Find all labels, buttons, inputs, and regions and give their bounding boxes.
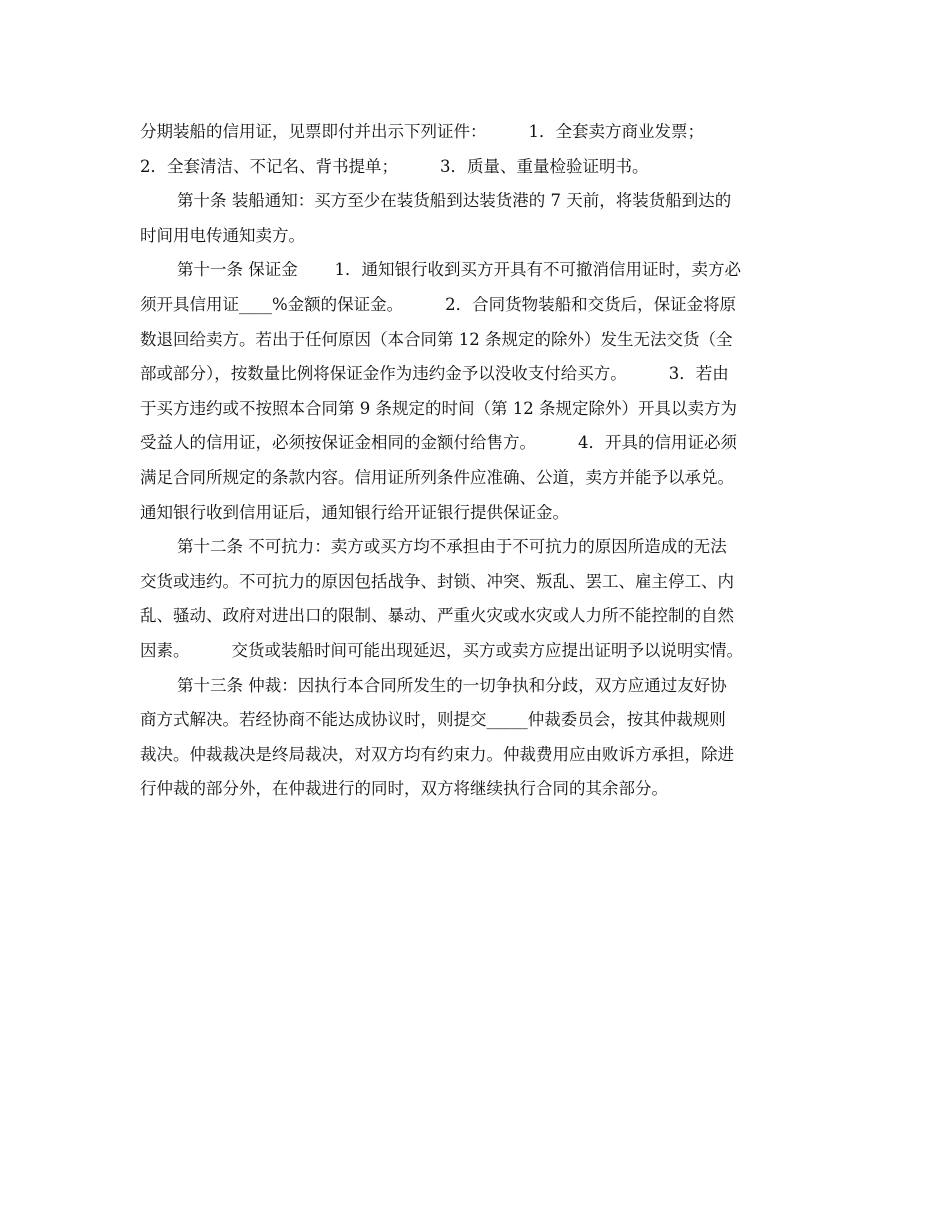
text-line: 受益人的信用证，必须按保证金相同的金额付给售方。 4．开具的信用证必须: [140, 433, 737, 453]
text-line: 满足合同所规定的条款内容。信用证所列条件应准确、公道，卖方并能予以承兑。: [140, 467, 734, 487]
text-line: 因素。 交货或装船时间可能出现延迟，买方或卖方应提出证明予以说明实情。: [140, 640, 743, 660]
clause-13-heading-line: 第十三条 仲裁：因执行本合同所发生的一切争执和分歧，双方应通过友好协: [177, 675, 727, 695]
text-line: 于买方违约或不按照本合同第 9 条规定的时间（第 12 条规定除外）开具以卖方为: [140, 398, 737, 418]
text-line: 须开具信用证____%金额的保证金。 2．合同货物装船和交货后，保证金将原: [140, 294, 737, 314]
text-line: 商方式解决。若经协商不能达成协议时，则提交_____仲裁委员会，按其仲裁规则: [140, 710, 726, 730]
text-line: 交货或违约。不可抗力的原因包括战争、封锁、冲突、叛乱、罢工、雇主停工、内: [140, 571, 734, 591]
text-line: 裁决。仲裁裁决是终局裁决，对双方均有约束力。仲裁费用应由败诉方承担，除进: [140, 744, 734, 764]
text-line: 数退回给卖方。若出于任何原因（本合同第 12 条规定的除外）发生无法交货（全: [140, 329, 733, 349]
text-line: 分期装船的信用证，见票即付并出示下列证件： 1．全套卖方商业发票；: [140, 122, 704, 141]
contract-body: [140, 115, 812, 807]
clause-10-heading-line: 第十条 装船通知：买方至少在装货船到达装货港的 7 天前，将装货船到达的: [177, 191, 732, 211]
text-line: 2．全套清洁、不记名、背书提单； 3．质量、重量检验证明书。: [140, 156, 649, 176]
clause-12-heading-line: 第十二条 不可抗力：卖方或买方均不承担由于不可抗力的原因所造成的无法: [177, 537, 727, 557]
text-line: 时间用电传通知卖方。: [140, 225, 305, 245]
text-line: 部或部分），按数量比例将保证金作为违约金予以没收支付给买方。 3．若由: [140, 364, 729, 384]
text-line: 乱、骚动、政府对进出口的限制、暴动、严重火灾或水灾或人力所不能控制的自然: [140, 606, 734, 626]
text-line: 通知银行收到信用证后，通知银行给开证银行提供保证金。: [140, 502, 569, 522]
clause-11-heading-line: 第十一条 保证金 1．通知银行收到买方开具有不可撤消信用证时，卖方必: [177, 260, 741, 280]
text-line: 行仲裁的部分外，在仲裁进行的同时，双方将继续执行合同的其余部分。: [140, 779, 668, 799]
